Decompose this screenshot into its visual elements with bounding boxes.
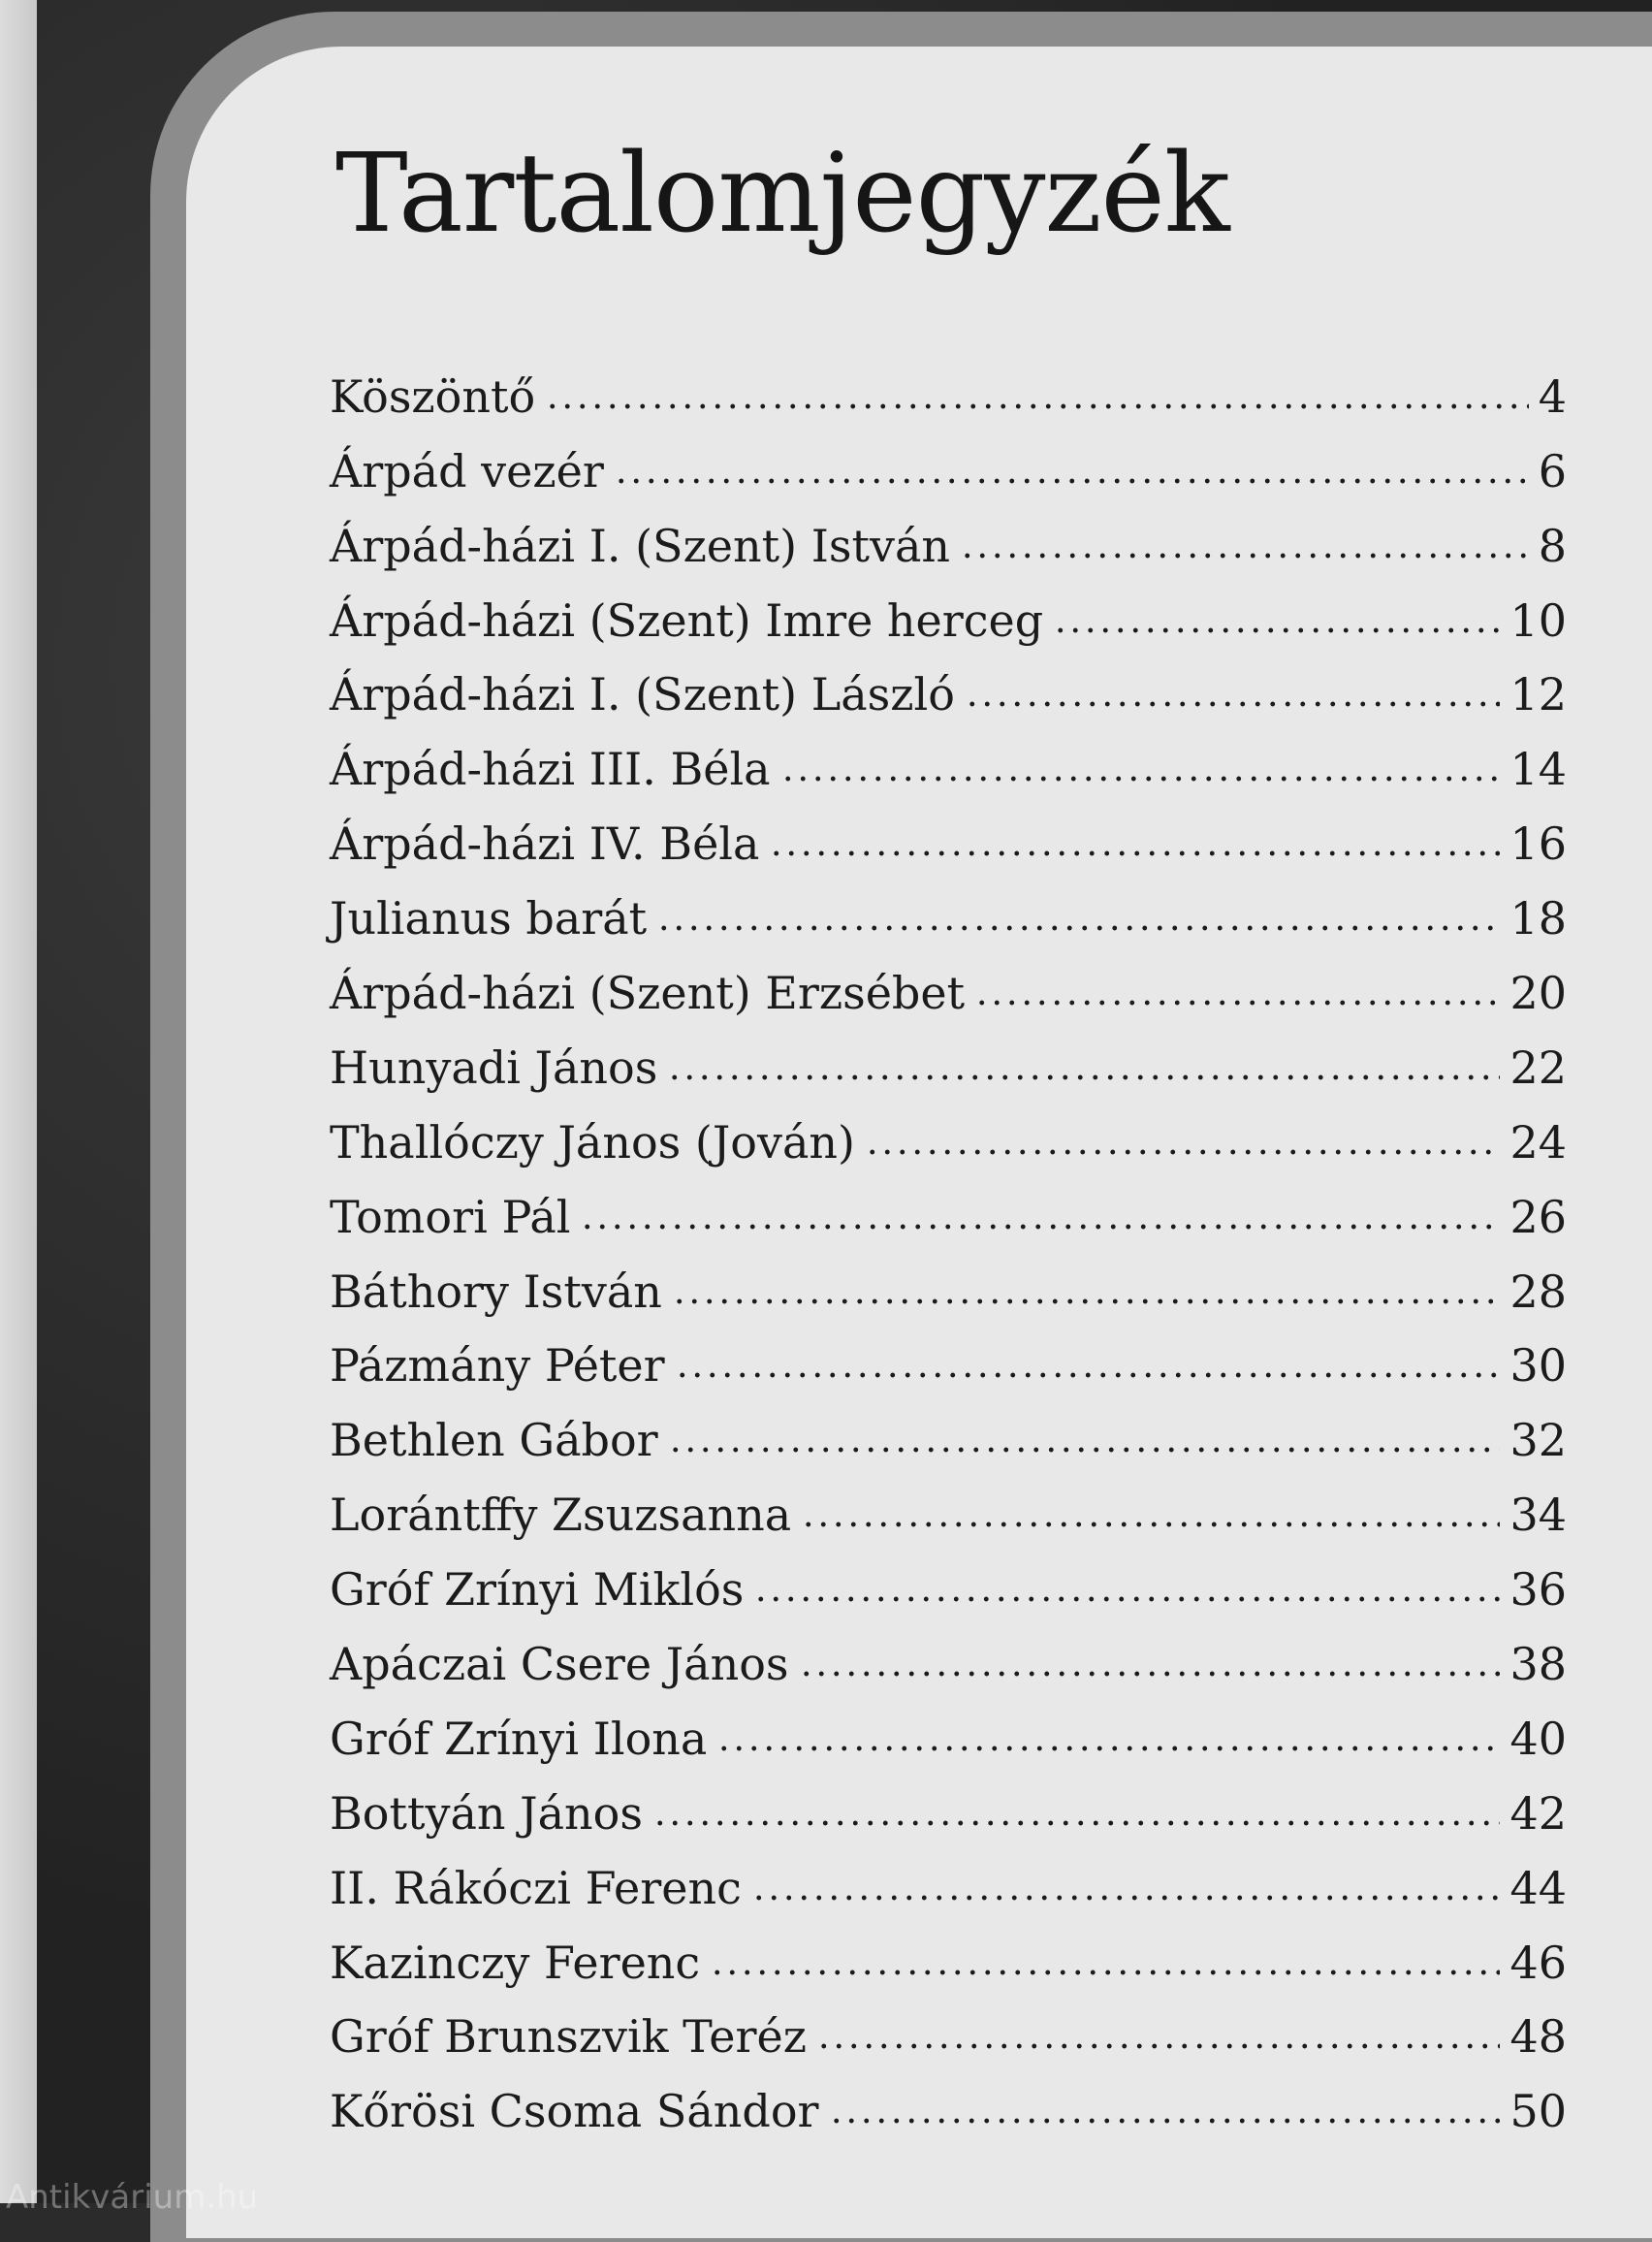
toc-entry-page-number: 32 <box>1509 1414 1567 1467</box>
toc-entry <box>330 1985 1567 2064</box>
toc-entry-title: Lorántffy Zsuzsanna <box>330 1489 792 1542</box>
toc-entry <box>330 791 1567 871</box>
toc-entry-title: Kőrösi Csoma Sándor <box>330 2085 819 2138</box>
dot-leader <box>965 697 1501 711</box>
toc-entry-page-number: 34 <box>1509 1489 1567 1542</box>
dot-leader <box>753 1592 1500 1606</box>
toc-entry-title: Bethlen Gábor <box>330 1414 658 1467</box>
toc-entry-page-number: 20 <box>1509 967 1567 1020</box>
toc-entry-title: Árpád vezér <box>330 444 604 497</box>
toc-entry-title: Árpád-házi (Szent) Erzsébet <box>330 967 966 1020</box>
toc-entry-page-number: 24 <box>1509 1115 1567 1169</box>
toc-entry-title: Apáczai Csere János <box>330 1638 789 1691</box>
dot-leader <box>780 772 1501 785</box>
toc-entry <box>330 568 1567 647</box>
watermark: Antikvárium.hu <box>6 2178 259 2217</box>
toc-entry-title: Hunyadi János <box>330 1041 658 1094</box>
dot-leader <box>865 1145 1501 1159</box>
dot-leader <box>656 921 1500 935</box>
toc-entry-title: II. Rákóczi Ferenc <box>330 1861 742 1914</box>
toc-entry-page-number: 16 <box>1509 817 1567 871</box>
dot-leader <box>614 474 1529 488</box>
dot-leader <box>710 1966 1500 1979</box>
toc-entry <box>330 717 1567 796</box>
toc-entry <box>330 494 1567 572</box>
dot-leader <box>974 996 1500 1009</box>
toc-entry-page-number: 14 <box>1509 743 1567 796</box>
toc-entry-page-number: 46 <box>1509 1936 1567 1989</box>
toc-entry-page-number: 26 <box>1509 1190 1567 1243</box>
toc-entry <box>330 1910 1567 1989</box>
toc-entry-title: Gróf Brunszvik Teréz <box>330 2010 807 2064</box>
toc-entry-title: Árpád-házi III. Béla <box>330 743 771 796</box>
toc-entry <box>330 1314 1567 1393</box>
page-title: Tartalomjegyzék <box>335 131 1229 257</box>
toc-entry-title: Köszöntő <box>330 369 536 423</box>
toc-entry <box>330 344 1567 423</box>
toc-entry <box>330 1537 1567 1617</box>
toc-entry-page-number: 42 <box>1509 1786 1567 1840</box>
toc-entry-page-number: 8 <box>1538 519 1567 572</box>
toc-entry-page-number: 28 <box>1509 1265 1567 1318</box>
toc-entry-page-number: 44 <box>1509 1861 1567 1914</box>
toc-entry <box>330 866 1567 945</box>
toc-entry-page-number: 6 <box>1538 444 1567 497</box>
toc-entry-page-number: 18 <box>1509 892 1567 945</box>
dot-leader <box>1053 624 1500 637</box>
toc-entry-page-number: 4 <box>1538 369 1567 423</box>
toc-entry <box>330 419 1567 497</box>
toc-entry <box>330 1388 1567 1467</box>
toc-entry-title: Árpád-házi IV. Béla <box>330 817 760 871</box>
dot-leader <box>580 1220 1500 1233</box>
toc-entry <box>330 1015 1567 1094</box>
dot-leader <box>667 1071 1500 1084</box>
toc-entry <box>330 1686 1567 1765</box>
toc-entry-page-number: 12 <box>1509 668 1567 721</box>
toc-entry-title: Tomori Pál <box>330 1190 571 1243</box>
toc-entry-title: Kazinczy Ferenc <box>330 1936 701 1989</box>
toc-entry-title: Árpád-házi I. (Szent) László <box>330 668 955 721</box>
toc-entry-page-number: 36 <box>1509 1563 1567 1617</box>
toc-entry <box>330 643 1567 721</box>
dot-leader <box>801 1518 1500 1531</box>
toc-entry-title: Pázmány Péter <box>330 1339 665 1393</box>
dot-leader <box>668 1443 1501 1457</box>
toc-entry-title: Thallóczy János (Jován) <box>330 1115 855 1169</box>
toc-entry-page-number: 30 <box>1509 1339 1567 1393</box>
dot-leader <box>716 1742 1500 1755</box>
toc-entry-title: Árpád-házi (Szent) Imre herceg <box>330 593 1044 647</box>
toc-entry-title: Báthory István <box>330 1265 662 1318</box>
toc-entry-title: Árpád-házi I. (Szent) István <box>330 519 951 572</box>
dot-leader <box>672 1295 1501 1308</box>
toc-entry <box>330 2059 1567 2138</box>
toc-entry <box>330 1836 1567 1914</box>
toc-entry <box>330 1239 1567 1318</box>
dot-leader <box>769 847 1500 860</box>
toc-entry-page-number: 40 <box>1509 1712 1567 1765</box>
table-of-contents <box>330 344 1567 2138</box>
dot-leader <box>545 400 1529 413</box>
dot-leader <box>751 1891 1501 1905</box>
left-page-edge <box>0 0 37 2203</box>
toc-entry-title: Gróf Zrínyi Miklós <box>330 1563 745 1617</box>
dot-leader <box>652 1816 1501 1830</box>
toc-entry-title: Bottyán János <box>330 1786 643 1840</box>
toc-entry-page-number: 10 <box>1509 593 1567 647</box>
toc-entry-page-number: 48 <box>1509 2010 1567 2064</box>
toc-entry-title: Gróf Zrínyi Ilona <box>330 1712 708 1765</box>
dot-leader <box>816 2039 1501 2053</box>
toc-entry-page-number: 50 <box>1509 2085 1567 2138</box>
dot-leader <box>675 1368 1501 1382</box>
toc-entry <box>330 1090 1567 1169</box>
dot-leader <box>960 549 1529 562</box>
toc-entry-page-number: 38 <box>1509 1638 1567 1691</box>
toc-entry <box>330 1761 1567 1840</box>
toc-entry <box>330 941 1567 1020</box>
toc-entry <box>330 1165 1567 1243</box>
toc-entry <box>330 1612 1567 1691</box>
toc-entry-title: Julianus barát <box>330 892 648 945</box>
toc-entry-page-number: 22 <box>1509 1041 1567 1094</box>
dot-leader <box>829 2114 1501 2128</box>
dot-leader <box>799 1667 1501 1681</box>
toc-entry <box>330 1462 1567 1542</box>
